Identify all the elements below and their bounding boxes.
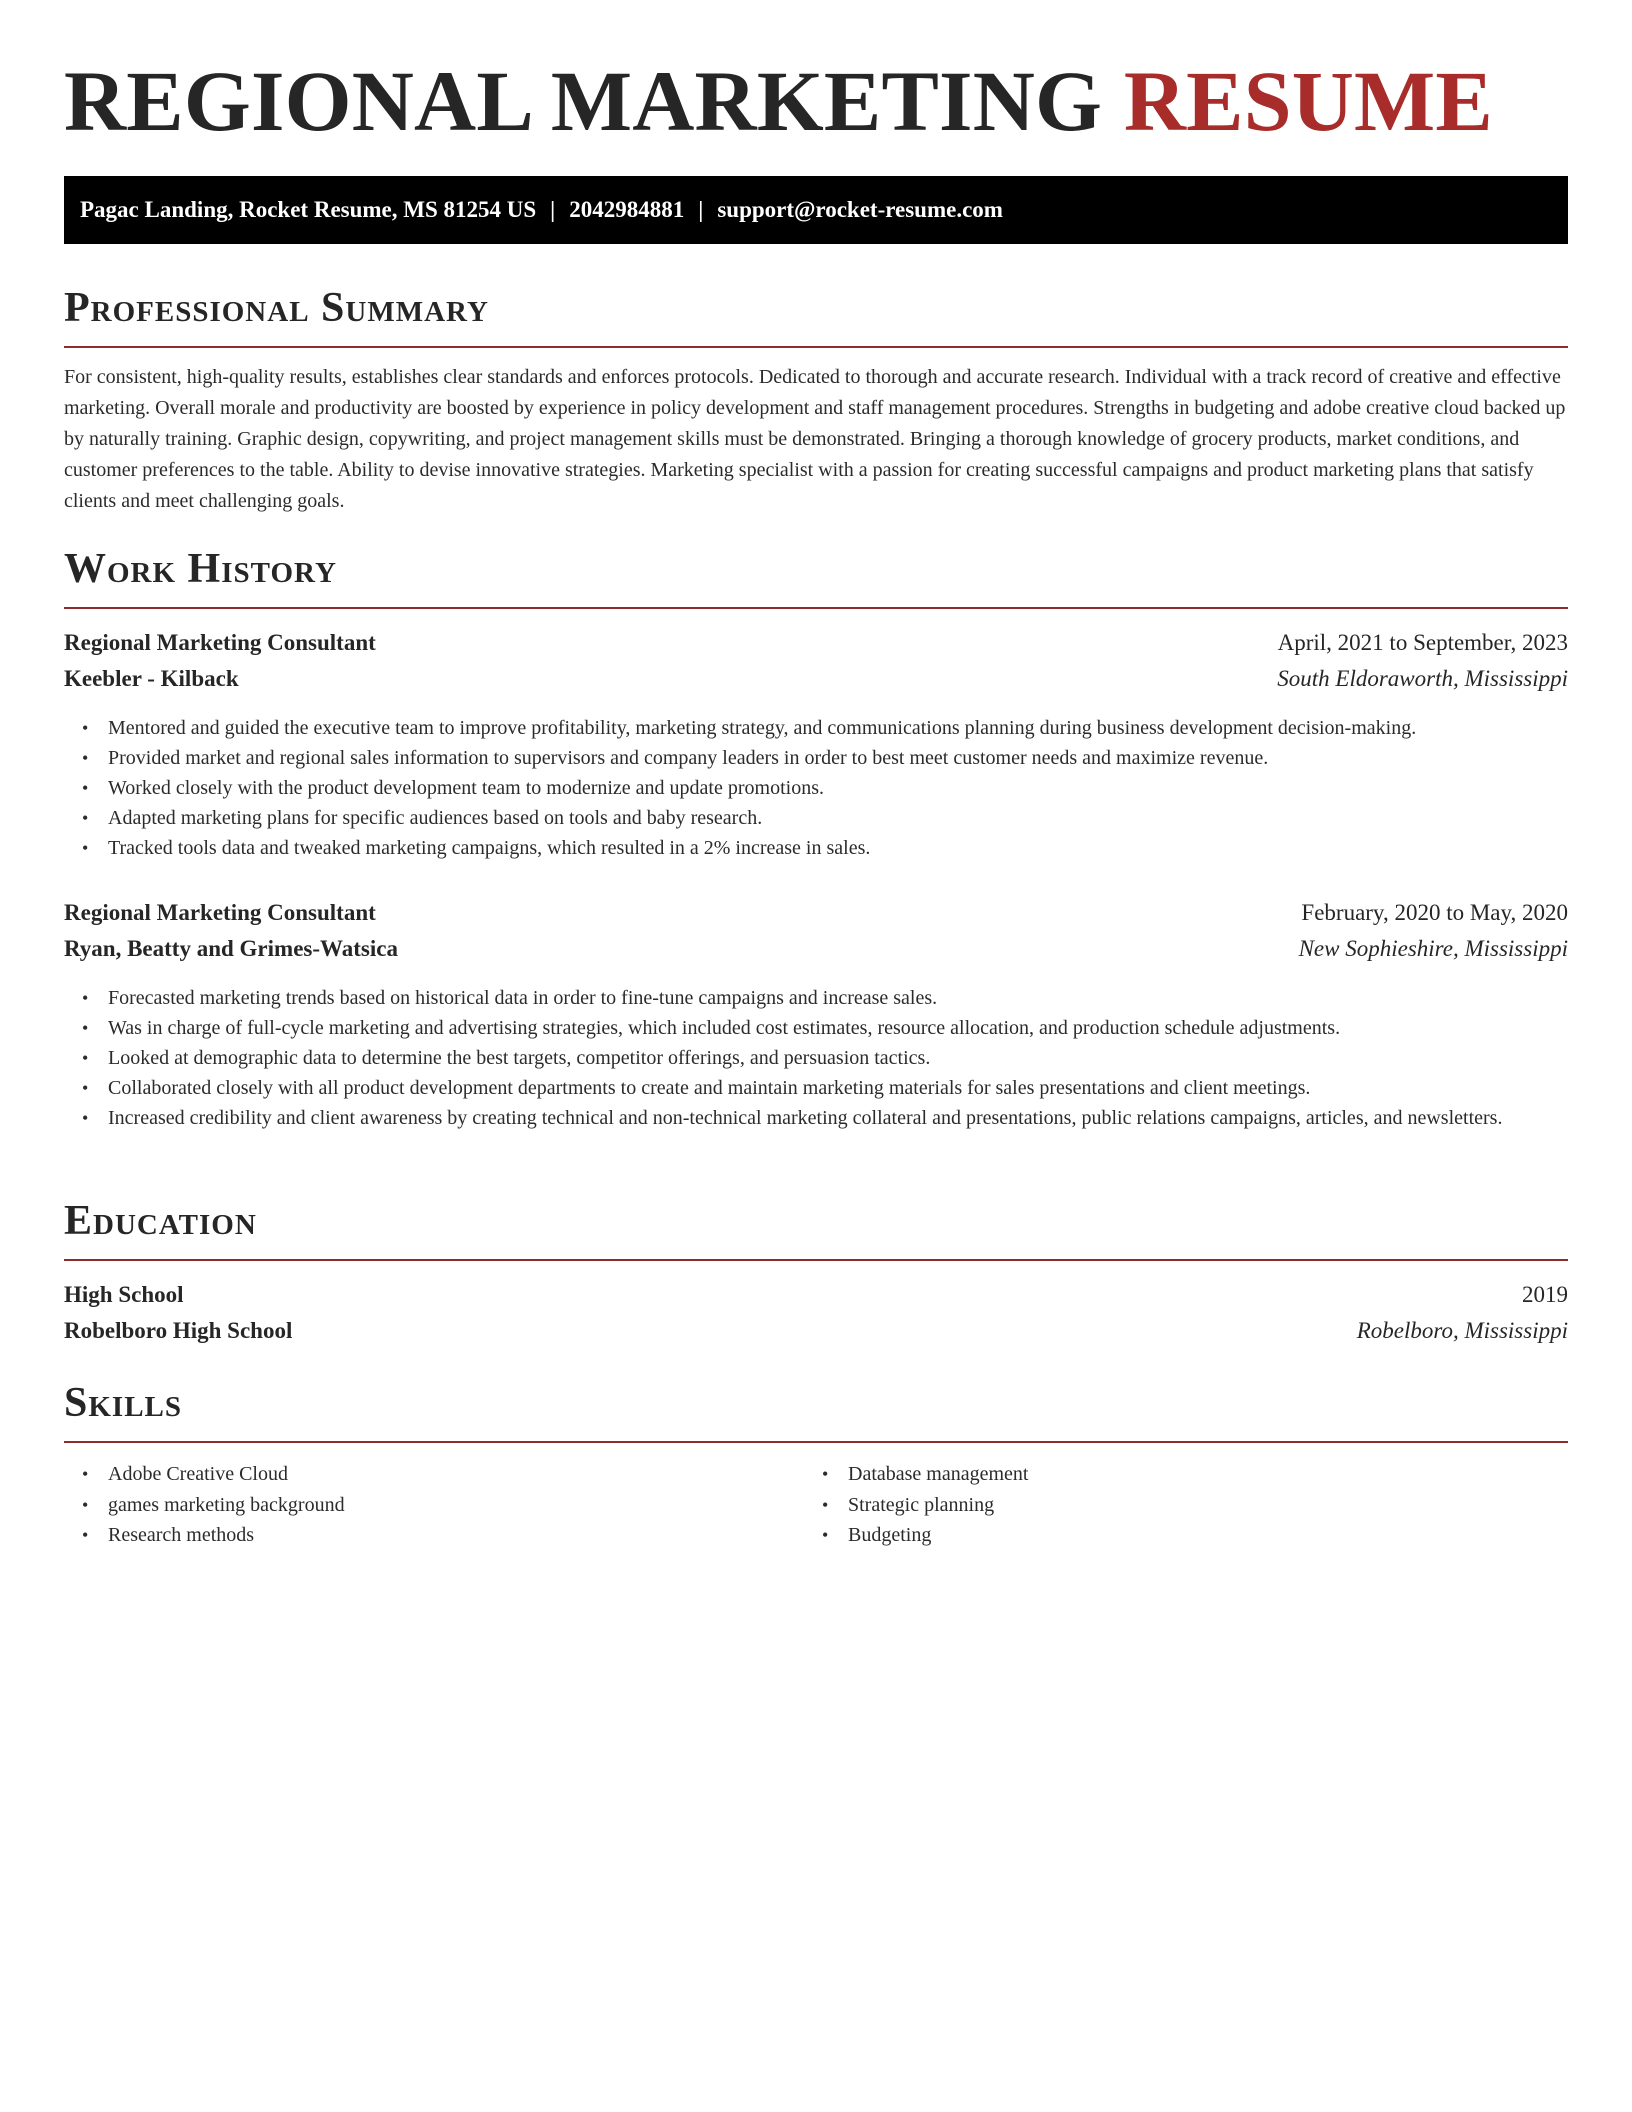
- title-accent: RESUME: [1123, 53, 1493, 149]
- education-school: Robelboro High School: [64, 1318, 293, 1343]
- skills-column-left: [64, 1459, 804, 1551]
- list-item: • Provided market and regional sales information to supervisors and company leaders in order to best meet customer needs and maximize revenue.: [108, 743, 1568, 773]
- list-item: • Mentored and guided the executive team to improve profitability, marketing strategy, and communications planning during business development decision-making.: [108, 713, 1568, 743]
- list-item: • Forecasted marketing trends based on historical data in order to fine-tune campaigns and increase sales.: [108, 983, 1568, 1013]
- list-item: • Collaborated closely with all product development departments to create and maintain marketing materials for sales presentations and client meetings.: [108, 1073, 1568, 1103]
- bullet-icon: •: [82, 988, 89, 1008]
- job-dates: April, 2021 to September, 2023: [1277, 630, 1568, 655]
- title-main: REGIONAL MARKETING: [64, 53, 1103, 149]
- education-section: [64, 1195, 1568, 1349]
- list-item: • games marketing background: [108, 1490, 804, 1521]
- list-item: • Increased credibility and client awareness by creating technical and non-technical marketing collateral and presentations, public relations campaigns, articles, and newsletters.: [108, 1103, 1568, 1133]
- bullet-icon: •: [82, 1108, 89, 1128]
- skills-column-right: [804, 1459, 1544, 1551]
- list-item: • Strategic planning: [848, 1490, 1544, 1521]
- bullet-icon: •: [82, 838, 89, 858]
- skills-section: [64, 1377, 1568, 1551]
- job-bullets: [64, 713, 1568, 863]
- summary-text: For consistent, high-quality results, establishes clear standards and enforces protocols. Dedicated to thorough and accurate research. Individual with a track record of creative and effective marketing. Overall morale and productivity are boosted by experience in policy development and staff management procedures. Strengths in budgeting and adobe creative cloud backed up by naturally training. Graphic design, copywriting, and project management skills must be demonstrated. Bringing a thorough knowledge of grocery products, market conditions, and customer preferences to the table. Ability to devise innovative strategies. Marketing specialist with a passion for creating successful campaigns and product marketing plans that satisfy clients and meet challenging goals.: [64, 366, 1566, 512]
- job-dates: February, 2020 to May, 2020: [1301, 900, 1568, 925]
- skills-heading: Skills: [64, 1377, 1568, 1443]
- list-item: • Tracked tools data and tweaked marketing campaigns, which resulted in a 2% increase in sales.: [108, 833, 1568, 863]
- education-degree: High School: [64, 1282, 184, 1307]
- list-item: • Looked at demographic data to determine the best targets, competitor offerings, and persuasion tactics.: [108, 1043, 1568, 1073]
- job-role: Regional Marketing Consultant: [64, 900, 376, 925]
- contact-separator: |: [550, 197, 556, 222]
- bullet-icon: •: [82, 1048, 89, 1068]
- bullet-icon: •: [82, 778, 89, 798]
- list-item: • Database management: [848, 1459, 1544, 1490]
- list-item: • Adapted marketing plans for specific audiences based on tools and baby research.: [108, 803, 1568, 833]
- list-item: • Worked closely with the product development team to modernize and update promotions.: [108, 773, 1568, 803]
- bullet-icon: •: [82, 1078, 89, 1098]
- contact-phone[interactable]: 2042984881: [569, 197, 685, 222]
- job-entry: [64, 895, 1568, 1133]
- resume-title: [64, 0, 1568, 148]
- list-item: • Research methods: [108, 1520, 804, 1551]
- summary-heading: Professional Summary: [64, 282, 1568, 348]
- contact-bar: [64, 176, 1568, 244]
- education-heading: Education: [64, 1195, 1568, 1261]
- bullet-icon: •: [822, 1525, 829, 1545]
- bullet-icon: •: [82, 1464, 89, 1484]
- education-year: 2019: [1522, 1282, 1568, 1307]
- bullet-icon: •: [82, 808, 89, 828]
- work-history-heading: Work History: [64, 543, 1568, 609]
- education-location: Robelboro, Mississippi: [1356, 1318, 1568, 1343]
- list-item: • Adobe Creative Cloud: [108, 1459, 804, 1490]
- job-entry: [64, 625, 1568, 863]
- job-location: South Eldoraworth, Mississippi: [1277, 666, 1568, 691]
- bullet-icon: •: [82, 1525, 89, 1545]
- bullet-icon: •: [822, 1494, 829, 1515]
- contact-email[interactable]: support@rocket-resume.com: [717, 197, 1003, 222]
- bullet-icon: •: [82, 748, 89, 768]
- job-location: New Sophieshire, Mississippi: [1298, 936, 1568, 961]
- bullet-icon: •: [82, 1018, 89, 1038]
- job-company: Ryan, Beatty and Grimes-Watsica: [64, 936, 398, 961]
- job-role: Regional Marketing Consultant: [64, 630, 376, 655]
- summary-section: [64, 282, 1568, 517]
- bullet-icon: •: [82, 718, 89, 738]
- skills-columns: [64, 1459, 1568, 1551]
- list-item: • Was in charge of full-cycle marketing and advertising strategies, which included cost estimates, resource allocation, and production schedule adjustments.: [108, 1013, 1568, 1043]
- contact-separator: |: [698, 197, 704, 222]
- job-bullets: [64, 983, 1568, 1133]
- contact-address: Pagac Landing, Rocket Resume, MS 81254 US: [80, 197, 537, 222]
- bullet-icon: •: [82, 1494, 89, 1515]
- education-entry: [64, 1277, 1568, 1349]
- work-history-section: [64, 543, 1568, 1133]
- job-company: Keebler - Kilback: [64, 666, 239, 691]
- bullet-icon: •: [822, 1464, 829, 1484]
- list-item: • Budgeting: [848, 1520, 1544, 1551]
